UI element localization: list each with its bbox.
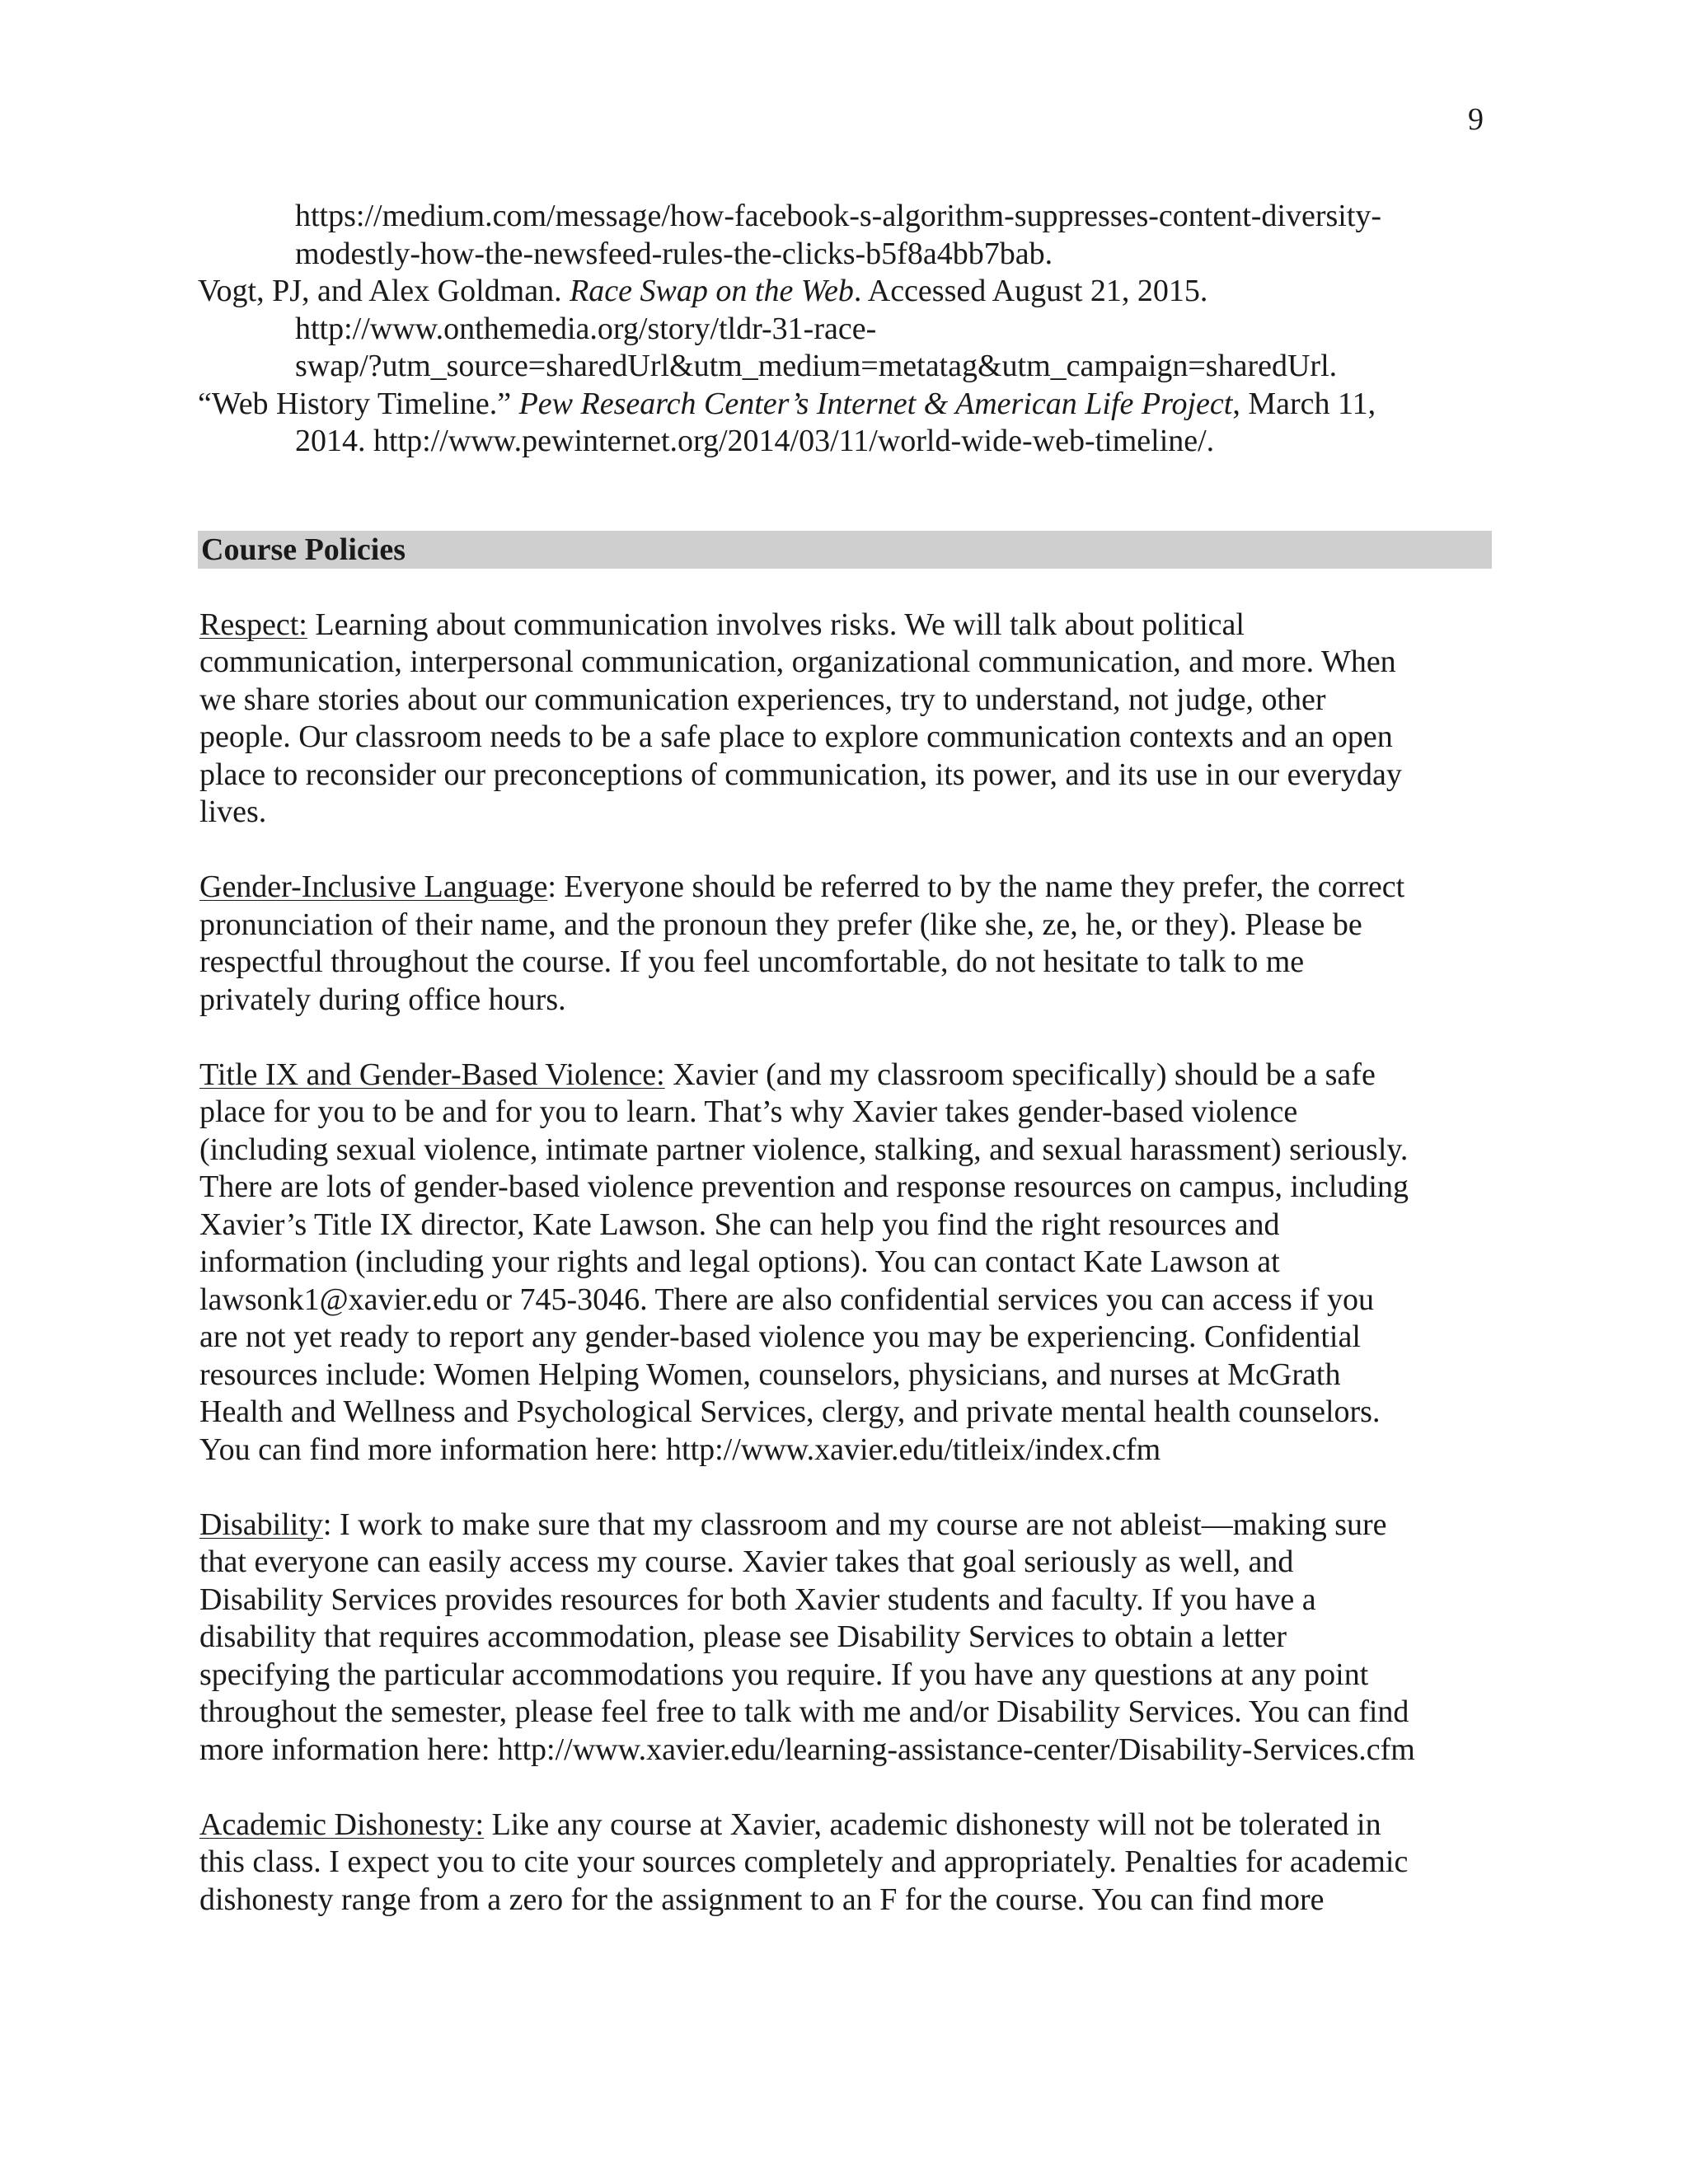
- policy-text: disability that requires accommodation, please see Disability Services to obtain a letter: [199, 1619, 1287, 1654]
- reference-line: https://medium.com/message/how-facebook-s-algorithm-suppresses-content-diversity-: [295, 199, 1382, 233]
- policy-heading: Academic Dishonesty:: [199, 1807, 485, 1842]
- policy-text: dishonesty range from a zero for the assignment to an F for the course. You can find more: [199, 1882, 1325, 1917]
- policy-text: You can find more information here: http://www.xavier.edu/titleix/index.cfm: [199, 1432, 1161, 1467]
- policy-text: Health and Wellness and Psychological Services, clergy, and private mental health counselors.: [199, 1394, 1381, 1429]
- reference-title: “Web History Timeline.”: [198, 386, 519, 421]
- policy-text: people. Our classroom needs to be a safe place to explore communication contexts and an open: [199, 719, 1393, 754]
- reference-publication: Pew Research Center’s Internet & American Life Project: [518, 386, 1233, 421]
- reference-url-line: 2014. http://www.pewinternet.org/2014/03/11/world-wide-web-timeline/.: [295, 424, 1215, 458]
- policy-text: Xavier’s Title IX director, Kate Lawson. She can help you find the right resources and: [199, 1207, 1280, 1242]
- policy-text: more information here: http://www.xavier.edu/learning-assistance-center/Disability-Services.cfm: [199, 1732, 1415, 1767]
- policy-text: Learning about communication involves risks. We will talk about political: [307, 607, 1245, 642]
- reference-vogt: [198, 273, 1492, 386]
- reference-web-history: [198, 386, 1492, 461]
- policy-text: Disability Services provides resources for both Xavier students and faculty. If you have a: [199, 1582, 1316, 1617]
- policy-text: resources include: Women Helping Women, counselors, physicians, and nurses at McGrath: [199, 1357, 1341, 1392]
- policy-text: privately during office hours.: [199, 982, 566, 1017]
- policy-text: : I work to make sure that my classroom and my course are not ableist—making sure: [322, 1507, 1387, 1542]
- policy-text: place for you to be and for you to learn. That’s why Xavier takes gender-based violence: [199, 1094, 1298, 1129]
- reference-url-line: http://www.onthemedia.org/story/tldr-31-race-: [295, 311, 877, 346]
- section-heading-course-policies: Course Policies: [198, 531, 1492, 569]
- reference-title: Race Swap on the Web: [570, 274, 854, 308]
- policy-respect: [198, 607, 1492, 832]
- reference-continuation: [198, 198, 1492, 273]
- page-number: 9: [1468, 102, 1484, 137]
- policy-text: (including sexual violence, intimate partner violence, stalking, and sexual harassment) seriously.: [199, 1132, 1409, 1167]
- policy-heading: Disability: [199, 1507, 323, 1542]
- policy-text: : Everyone should be referred to by the name they prefer, the correct: [547, 869, 1405, 904]
- policy-text: lives.: [199, 794, 267, 829]
- policy-heading: Gender-Inclusive Language: [199, 869, 548, 904]
- policy-academic-dishonesty: [198, 1807, 1492, 1919]
- policy-text: lawsonk1@xavier.edu or 745-3046. There are also confidential services you can access if you: [199, 1282, 1375, 1317]
- policy-title-ix: [198, 1057, 1492, 1469]
- policy-disability: [198, 1507, 1492, 1769]
- policy-text: this class. I expect you to cite your sources completely and appropriately. Penalties for academic: [199, 1844, 1409, 1879]
- policy-text: communication, interpersonal communication, organizational communication, and more. When: [199, 644, 1396, 679]
- policy-gender-inclusive-language: [198, 869, 1492, 1019]
- policy-text: Xavier (and my classroom specifically) should be a safe: [664, 1057, 1376, 1092]
- policy-text: There are lots of gender-based violence prevention and response resources on campus, including: [199, 1169, 1409, 1204]
- policy-text: that everyone can easily access my course. Xavier takes that goal seriously as well, and: [199, 1544, 1294, 1579]
- policy-text: pronunciation of their name, and the pronoun they prefer (like she, ze, he, or they). Please be: [199, 907, 1362, 942]
- reference-url-line: swap/?utm_source=sharedUrl&utm_medium=metatag&utm_campaign=sharedUrl.: [295, 349, 1338, 383]
- policy-text: place to reconsider our preconceptions of communication, its power, and its use in our everyday: [199, 757, 1402, 792]
- reference-access: . Accessed August 21, 2015.: [853, 274, 1208, 308]
- policy-text: information (including your rights and legal options). You can contact Kate Lawson at: [199, 1244, 1280, 1279]
- policy-heading: Respect:: [199, 607, 307, 642]
- policy-text: are not yet ready to report any gender-based violence you may be experiencing. Confidential: [199, 1319, 1361, 1354]
- reference-authors: Vogt, PJ, and Alex Goldman.: [198, 274, 570, 308]
- policy-text: we share stories about our communication experiences, try to understand, not judge, other: [199, 682, 1326, 717]
- policy-text: throughout the semester, please feel free to talk with me and/or Disability Services. You can find: [199, 1694, 1409, 1729]
- reference-date: , March 11,: [1232, 386, 1376, 421]
- reference-line: modestly-how-the-newsfeed-rules-the-clicks-b5f8a4bb7bab.: [295, 236, 1053, 271]
- document-body: [198, 198, 1492, 1919]
- policy-text: respectful throughout the course. If you feel uncomfortable, do not hesitate to talk to me: [199, 944, 1305, 979]
- policy-heading: Title IX and Gender-Based Violence:: [199, 1057, 665, 1092]
- policy-text: specifying the particular accommodations you require. If you have any questions at any point: [199, 1657, 1369, 1692]
- policy-text: Like any course at Xavier, academic dishonesty will not be tolerated in: [484, 1807, 1381, 1842]
